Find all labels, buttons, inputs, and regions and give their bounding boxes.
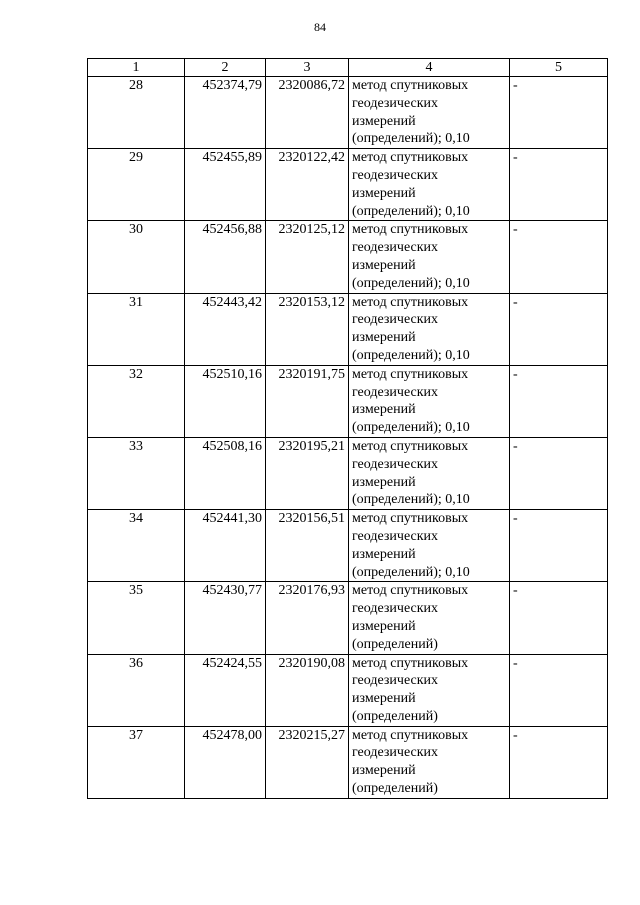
x-coordinate-cell: 452455,89 [185, 149, 266, 221]
y-coordinate-cell: 2320176,93 [266, 582, 349, 654]
y-coordinate-cell: 2320122,42 [266, 149, 349, 221]
note-cell: - [510, 221, 608, 293]
method-line: измерений [352, 185, 416, 201]
x-coordinate-cell: 452443,42 [185, 293, 266, 365]
method-line: геодезических [352, 167, 439, 183]
method-cell [349, 221, 510, 293]
method-line: измерений [352, 402, 416, 418]
method-line: измерений [352, 691, 416, 707]
x-coordinate-cell: 452374,79 [185, 77, 266, 149]
method-line: геодезических [352, 528, 439, 544]
y-coordinate-cell: 2320156,51 [266, 510, 349, 582]
y-coordinate-cell: 2320195,21 [266, 437, 349, 509]
method-cell [349, 293, 510, 365]
method-line: (определений) [352, 781, 438, 797]
y-coordinate-cell: 2320086,72 [266, 77, 349, 149]
y-coordinate-cell: 2320215,27 [266, 726, 349, 798]
table-body [88, 77, 608, 799]
method-line: (определений); 0,10 [352, 131, 470, 147]
note-cell: - [510, 365, 608, 437]
method-cell [349, 726, 510, 798]
note-cell: - [510, 437, 608, 509]
header-col-2: 2 [185, 59, 266, 77]
coordinates-table [87, 58, 608, 799]
note-cell: - [510, 582, 608, 654]
point-number-cell: 36 [88, 654, 185, 726]
method-line: метод спутниковых [352, 583, 469, 599]
y-coordinate-cell: 2320191,75 [266, 365, 349, 437]
method-line: геодезических [352, 745, 439, 761]
y-coordinate-cell: 2320190,08 [266, 654, 349, 726]
table-row [88, 437, 608, 509]
table-row [88, 510, 608, 582]
method-line: (определений); 0,10 [352, 203, 470, 219]
method-line: (определений); 0,10 [352, 420, 470, 436]
method-line: (определений); 0,10 [352, 275, 470, 291]
method-line: геодезических [352, 601, 439, 617]
method-line: геодезических [352, 312, 439, 328]
note-cell: - [510, 149, 608, 221]
method-line: измерений [352, 618, 416, 634]
method-cell [349, 582, 510, 654]
method-line: геодезических [352, 673, 439, 689]
page-number: 84 [314, 20, 326, 34]
method-line: измерений [352, 113, 416, 129]
table-row [88, 582, 608, 654]
x-coordinate-cell: 452441,30 [185, 510, 266, 582]
method-line: (определений); 0,10 [352, 564, 470, 580]
method-cell [349, 510, 510, 582]
point-number-cell: 37 [88, 726, 185, 798]
table-row [88, 726, 608, 798]
x-coordinate-cell: 452478,00 [185, 726, 266, 798]
table-row [88, 149, 608, 221]
method-line: (определений) [352, 636, 438, 652]
method-line: (определений); 0,10 [352, 492, 470, 508]
table-header [88, 59, 608, 77]
method-line: геодезических [352, 95, 439, 111]
method-line: метод спутниковых [352, 438, 469, 454]
method-line: метод спутниковых [352, 150, 469, 166]
note-cell: - [510, 654, 608, 726]
x-coordinate-cell: 452424,55 [185, 654, 266, 726]
method-line: измерений [352, 763, 416, 779]
x-coordinate-cell: 452510,16 [185, 365, 266, 437]
table-row [88, 365, 608, 437]
note-cell: - [510, 726, 608, 798]
point-number-cell: 31 [88, 293, 185, 365]
method-line: метод спутниковых [352, 294, 469, 310]
method-line: метод спутниковых [352, 655, 469, 671]
point-number-cell: 32 [88, 365, 185, 437]
table-row [88, 77, 608, 149]
method-line: измерений [352, 474, 416, 490]
method-line: метод спутниковых [352, 511, 469, 527]
header-col-4: 4 [349, 59, 510, 77]
method-line: (определений); 0,10 [352, 347, 470, 363]
table-row [88, 221, 608, 293]
table-row [88, 293, 608, 365]
header-row [88, 59, 608, 77]
method-cell [349, 149, 510, 221]
header-col-5: 5 [510, 59, 608, 77]
note-cell: - [510, 77, 608, 149]
method-line: метод спутниковых [352, 78, 469, 93]
point-number-cell: 33 [88, 437, 185, 509]
method-line: метод спутниковых [352, 727, 469, 743]
method-cell [349, 437, 510, 509]
y-coordinate-cell: 2320153,12 [266, 293, 349, 365]
point-number-cell: 29 [88, 149, 185, 221]
point-number-cell: 28 [88, 77, 185, 149]
x-coordinate-cell: 452508,16 [185, 437, 266, 509]
x-coordinate-cell: 452430,77 [185, 582, 266, 654]
point-number-cell: 35 [88, 582, 185, 654]
note-cell: - [510, 510, 608, 582]
method-cell [349, 77, 510, 149]
method-line: измерений [352, 257, 416, 273]
method-line: метод спутниковых [352, 366, 469, 382]
header-col-1: 1 [88, 59, 185, 77]
method-cell [349, 654, 510, 726]
table-row [88, 654, 608, 726]
method-line: геодезических [352, 456, 439, 472]
point-number-cell: 34 [88, 510, 185, 582]
note-cell: - [510, 293, 608, 365]
method-line: измерений [352, 330, 416, 346]
method-line: геодезических [352, 384, 439, 400]
x-coordinate-cell: 452456,88 [185, 221, 266, 293]
method-line: измерений [352, 546, 416, 562]
method-line: метод спутниковых [352, 222, 469, 238]
method-cell [349, 365, 510, 437]
point-number-cell: 30 [88, 221, 185, 293]
method-line: (определений) [352, 708, 438, 724]
method-line: геодезических [352, 240, 439, 256]
y-coordinate-cell: 2320125,12 [266, 221, 349, 293]
header-col-3: 3 [266, 59, 349, 77]
